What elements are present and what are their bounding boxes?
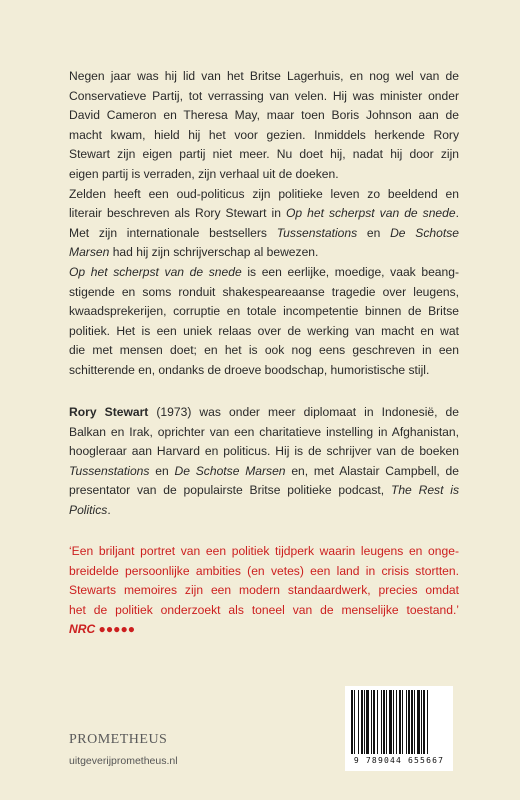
barcode-bar: [358, 690, 359, 754]
barcode-bar: [408, 690, 410, 754]
text-line: Negen jaar was hij lid van het Britse Lagerhuis, en nog wel van de: [69, 69, 459, 83]
text-line: literair beschreven als Rory Stewart in Op het scherpst van de snede.: [69, 206, 459, 221]
text-line: Op het scherpst van de snede is een eerlijke, moedige, vaak beang-: [69, 264, 460, 279]
barcode-bar: [351, 690, 353, 754]
text-line: Balkan en Irak, oprichter van een charitatieve instelling in Afghanistan,: [69, 424, 459, 439]
barcode-bar: [381, 690, 382, 754]
blurb-paragraph-3: [69, 263, 459, 381]
text-line: Marsen had hij zijn schrijverschap al bewezen.: [69, 245, 319, 260]
barcode-bar: [364, 690, 365, 754]
barcode-bar: [386, 690, 387, 754]
barcode-bar: [377, 690, 378, 754]
barcode-bar: [354, 690, 355, 754]
barcode-bar: [373, 690, 375, 754]
barcode-bar: [389, 690, 392, 754]
blurb-paragraph-2: [69, 185, 459, 263]
quote-source: NRC ●●●●●: [69, 622, 136, 637]
barcode-bar: [361, 690, 363, 754]
author-name: Rory Stewart: [69, 405, 149, 419]
text-line: politiek. Het is een uniek relaas over de werking van macht en wat: [69, 323, 459, 338]
press-quote: [69, 542, 459, 640]
barcode-bar: [393, 690, 394, 754]
quote-line: Stewarts memoires zijn een modern standaardwerk, precies omdat: [69, 583, 459, 598]
text-line: Tussenstations en De Schotse Marsen en, met Alastair Campbell, de: [69, 463, 459, 478]
text-line: Zelden heeft een oud-politicus zijn politieke leven zo beeldend en: [69, 186, 459, 201]
barcode-bar: [427, 690, 428, 754]
barcode-bar: [411, 690, 413, 754]
text-line: die met mensen doet; en het is ook nog eens geschreven in een: [69, 343, 459, 358]
barcode-bar: [399, 690, 401, 754]
text-line: Rory Stewart (1973) was onder meer diplomaat in Indonesië, de: [69, 405, 459, 419]
barcode-bar: [414, 690, 415, 754]
publisher-website: uitgeverijprometheus.nl: [69, 755, 178, 767]
quote-line: breidelde persoonlijke ambities (en vetes) een land in crisis stortten.: [69, 563, 459, 578]
text-line: kwaadsprekerijen, corruptie en totale incompetentie binnen de Britse: [69, 304, 459, 319]
text-line: stigende en soms ronduit shakespeareaanse tragedie over leugens,: [69, 284, 459, 299]
quote-line: ‘Een briljant portret van een politiek tijdperk waarin leugens en onge-: [69, 544, 459, 558]
isbn-number: 9 789044 655667: [353, 756, 445, 765]
text-line: presentator van de populairste Britse politieke podcast, The Rest is: [69, 483, 459, 498]
text-line: David Cameron en Theresa May, maar toen Boris Johnson aan de: [69, 108, 459, 123]
text-line: schitterende en, ondanks de droeve boodschap, humoristische stijl.: [69, 362, 430, 377]
text-line: Stewart zijn eigen partij niet meer. Nu doet hij, nadat hij door zijn: [69, 147, 459, 162]
barcode-bar: [402, 690, 403, 754]
barcode-bar: [366, 690, 369, 754]
text-line: hoogleraar aan Harvard en politicus. Hij is de schrijver van de boeken: [69, 444, 459, 459]
text-line: macht kwam, hield hij het voor gezien. Inmiddels herkende Rory: [69, 127, 459, 142]
publisher-logo: PROMETHEUS: [69, 732, 168, 747]
barcode-bar: [406, 690, 407, 754]
barcode-icon: [351, 690, 447, 754]
text-line: Conservatieve Partij, tot verrassing van velen. Hij was minister onder: [69, 88, 459, 103]
barcode-bar: [421, 690, 422, 754]
isbn-barcode: [345, 686, 453, 771]
barcode-bar: [396, 690, 397, 754]
barcode-bar: [383, 690, 385, 754]
text-line: Met zijn internationale bestsellers Tussenstations en De Schotse: [69, 225, 459, 240]
barcode-bar: [417, 690, 420, 754]
blurb-paragraph-1: [69, 67, 459, 185]
barcode-bar: [423, 690, 425, 754]
author-bio: [69, 403, 459, 521]
quote-line: het de politiek onderzoekt als toneel van de menselijke toestand.’: [69, 602, 459, 617]
text-line: Politics.: [69, 502, 111, 517]
text-line: eigen partij is verraden, zijn verhaal uit de doeken.: [69, 166, 339, 181]
barcode-bar: [371, 690, 372, 754]
blurb-text: [69, 67, 459, 381]
